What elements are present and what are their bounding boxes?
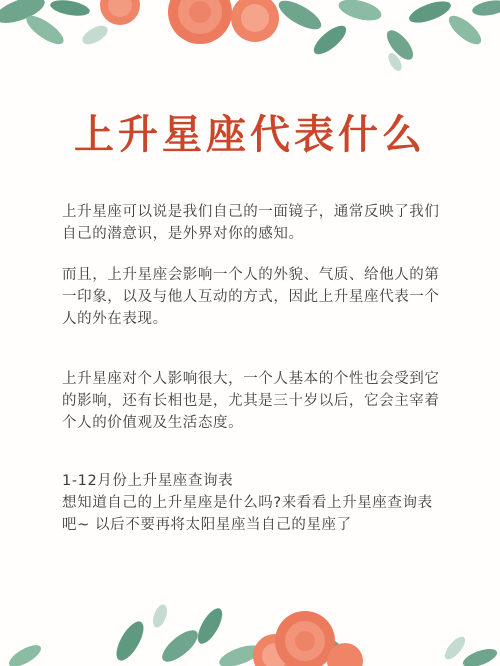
floral-border-bottom bbox=[0, 586, 500, 666]
floral-border-top bbox=[0, 0, 500, 80]
page-title: 上升星座代表什么 bbox=[74, 111, 426, 158]
paragraph-3: 上升星座对个人影响很大，一个人基本的个性也会受到它的影响，还有长相也是，尤其是三十岁以后，它会主宰着个人的价值观及生活态度。 bbox=[62, 371, 440, 431]
query-body: 想知道自己的上升星座是什么吗?来看看上升星座查询表吧~ 以后不要再将太阳星座当自己的星座了 bbox=[62, 495, 433, 533]
paragraph-2: 而且，上升星座会影响一个人的外貌、气质、给他人的第一印象，以及与他人互动的方式，因此上升星座代表一个人的外在表现。 bbox=[62, 267, 440, 327]
query-section bbox=[62, 470, 444, 536]
paragraph-1: 上升星座可以说是我们自己的一面镜子，通常反映了我们自己的潜意识，是外界对你的感知。 bbox=[62, 204, 440, 242]
query-heading: 1-12月份上升星座查询表 bbox=[62, 473, 234, 489]
